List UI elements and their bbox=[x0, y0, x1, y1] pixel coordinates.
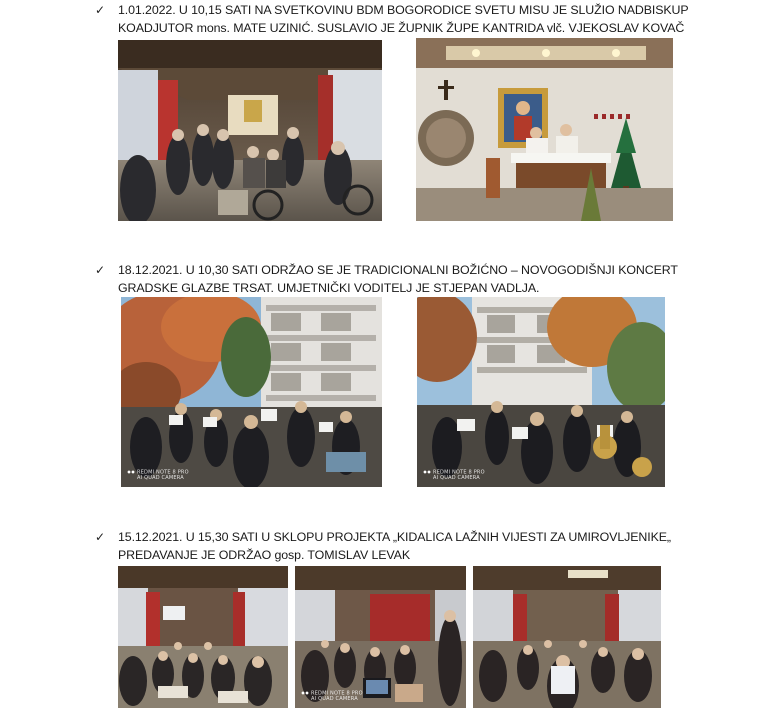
watermark-line: AI QUAD CAMERA bbox=[311, 696, 358, 702]
photo-concert-2 bbox=[417, 297, 665, 487]
photo-image bbox=[473, 566, 661, 708]
camera-watermark bbox=[127, 469, 189, 482]
watermark-line: REDMI NOTE 8 PRO bbox=[137, 469, 189, 475]
photo-image bbox=[416, 38, 673, 221]
camera-icon bbox=[127, 469, 135, 475]
photo-chapel-congregation bbox=[118, 40, 382, 221]
entry-text bbox=[118, 1, 708, 37]
checkmark-icon: ✓ bbox=[95, 263, 106, 277]
camera-watermark bbox=[301, 690, 363, 703]
entry-line: PREDAVANJE JE ODRŽAO gosp. TOMISLAV LEVAK bbox=[118, 548, 410, 562]
photo-concert-1 bbox=[121, 297, 382, 487]
camera-watermark bbox=[423, 469, 485, 482]
photo-image bbox=[295, 566, 466, 708]
photo-lecture-2 bbox=[295, 566, 466, 708]
photo-image bbox=[118, 40, 382, 221]
checkmark-icon: ✓ bbox=[95, 530, 106, 544]
entry-line: KOADJUTOR mons. MATE UZINIĆ. SUSLAVIO JE ŽUPNIK ŽUPE KANTRIDA vlč. VJEKOSLAV KOVAČ bbox=[118, 21, 685, 35]
entry-text bbox=[118, 261, 708, 297]
photo-lecture-1 bbox=[118, 566, 288, 708]
photo-lecture-3 bbox=[473, 566, 661, 708]
photo-image bbox=[121, 297, 382, 487]
watermark-line: AI QUAD CAMERA bbox=[137, 475, 184, 481]
entry-line: 15.12.2021. U 15,30 SATI U SKLOPU PROJEKTA „KIDALICA LAŽNIH VIJESTI ZA UMIROVLJENIKE„ bbox=[118, 530, 671, 544]
watermark-line: AI QUAD CAMERA bbox=[433, 475, 480, 481]
entry-line: 1.01.2022. U 10,15 SATI NA SVETKOVINU BDM BOGORODICE SVETU MISU JE SLUŽIO NADBISKUP bbox=[118, 3, 689, 17]
photo-altar-mass bbox=[416, 38, 673, 221]
photo-image bbox=[417, 297, 665, 487]
photo-image bbox=[118, 566, 288, 708]
watermark-line: REDMI NOTE 8 PRO bbox=[433, 469, 485, 475]
watermark-line: REDMI NOTE 8 PRO bbox=[311, 690, 363, 696]
camera-icon bbox=[423, 469, 431, 475]
entry-line: 18.12.2021. U 10,30 SATI ODRŽAO SE JE TRADICIONALNI BOŽIĆNO – NOVOGODIŠNJI KONCERT bbox=[118, 263, 678, 277]
checkmark-icon: ✓ bbox=[95, 3, 106, 17]
entry-line: GRADSKE GLAZBE TRSAT. UMJETNIČKI VODITELJ JE STJEPAN VADLJA. bbox=[118, 281, 540, 295]
camera-icon bbox=[301, 690, 309, 696]
entry-text bbox=[118, 528, 708, 564]
